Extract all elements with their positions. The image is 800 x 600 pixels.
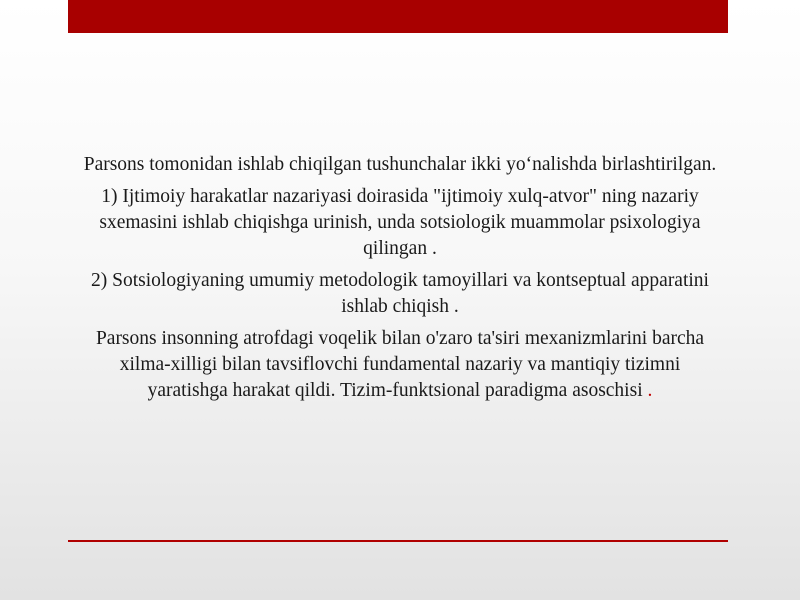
paragraph-point-1: 1) Ijtimoiy harakatlar nazariyasi doirasida "ijtimoiy xulq-atvor" ning nazariy sxemasini ishlab chiqishga urinish, unda sotsiologik muammolar psixologiya qilingan . (99, 186, 701, 259)
paragraph-conclusion (78, 326, 722, 404)
top-decorative-bar (68, 0, 728, 33)
slide-body-text (78, 152, 722, 410)
paragraph-conclusion-text: Parsons insonning atrofdagi voqelik bilan o'zaro ta'siri mexanizmlarini barcha xilma-xilligi bilan tavsiflovchi fundamental nazariy va mantiqiy tizimni yaratishga harakat qildi. Tizim-funktsional paradigma asoschisi (95, 328, 705, 401)
paragraph-intro: Parsons tomonidan ishlab chiqilgan tushunchalar ikki yo‘nalishda birlashtirilgan. (83, 154, 717, 175)
paragraph-point-2: 2) Sotsiologiyaning umumiy metodologik tamoyillari va kontseptual apparatini ishlab chiqish . (91, 270, 709, 317)
final-period-mark: . (647, 380, 653, 401)
bottom-divider-line (68, 540, 728, 542)
